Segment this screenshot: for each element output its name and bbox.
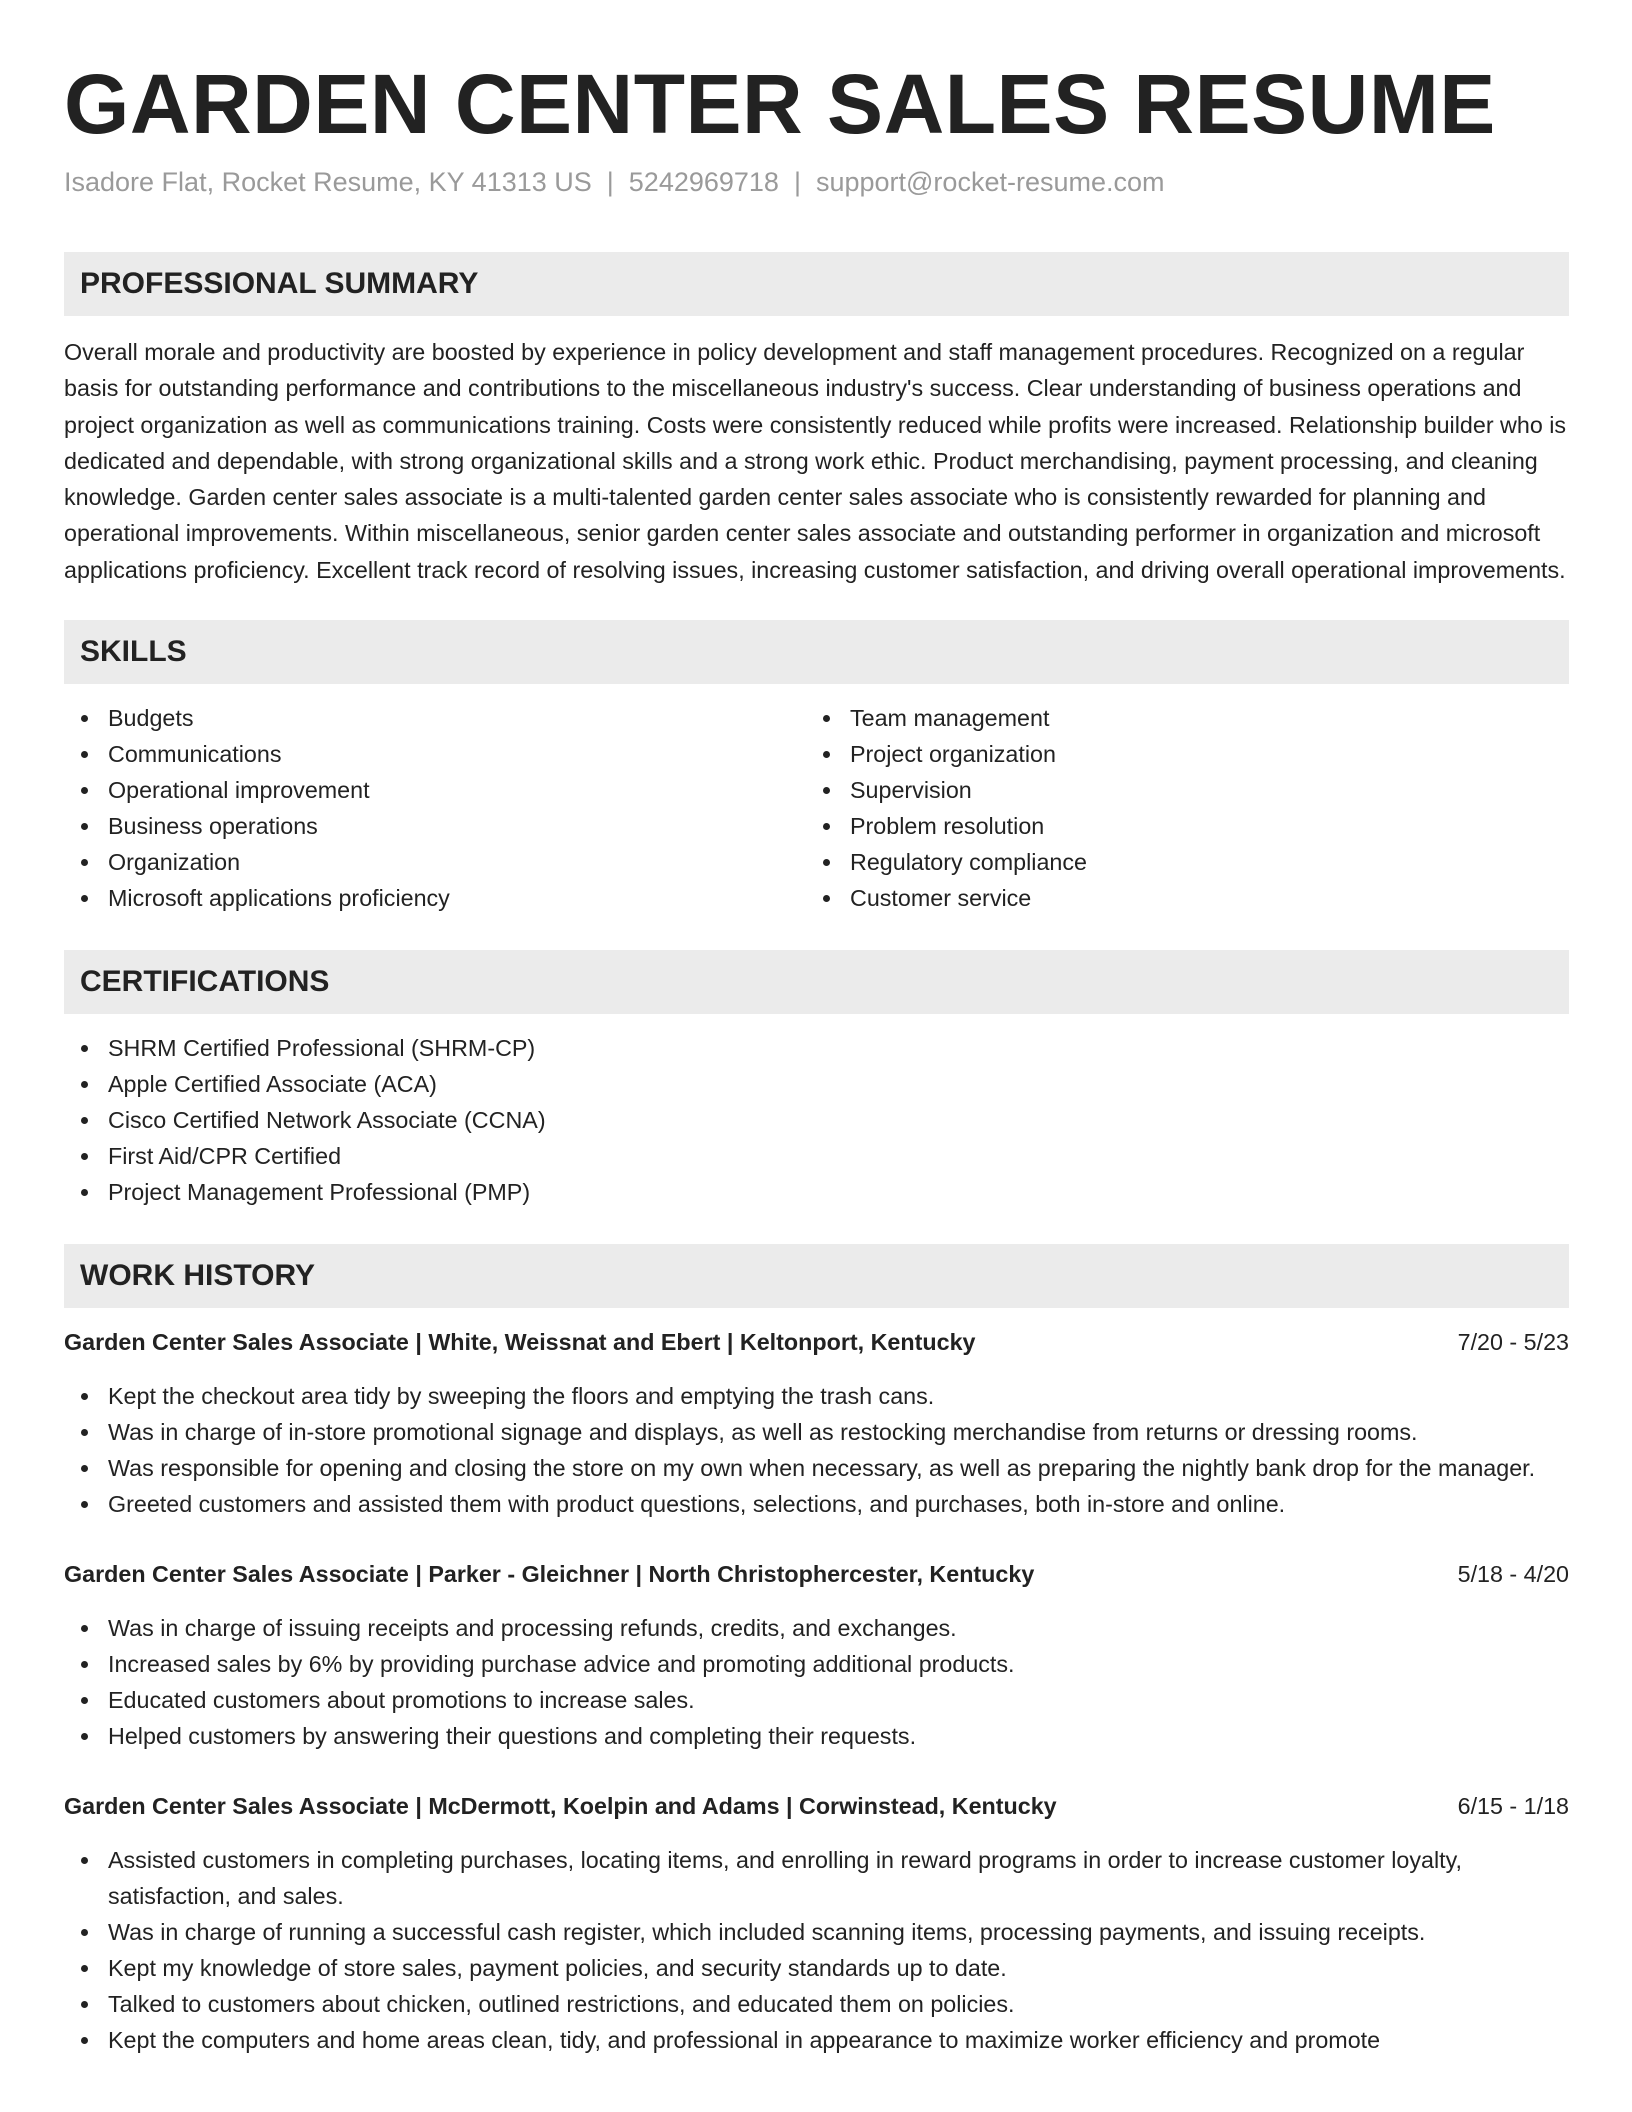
- job-bullet: Was in charge of issuing receipts and processing refunds, credits, and exchanges.: [64, 1610, 1569, 1646]
- certification-item: Project Management Professional (PMP): [64, 1174, 1569, 1210]
- job-bullet: Educated customers about promotions to increase sales.: [64, 1682, 1569, 1718]
- certification-item: Apple Certified Associate (ACA): [64, 1066, 1569, 1102]
- job-bullet: Talked to customers about chicken, outlined restrictions, and educated them on policies.: [64, 1986, 1569, 2022]
- job-bullet: Helped customers by answering their questions and completing their requests.: [64, 1718, 1569, 1754]
- job-dates: 6/15 - 1/18: [1457, 1793, 1569, 1820]
- skills-list-right: [806, 700, 1087, 916]
- job-heading-row: [64, 1556, 1569, 1592]
- skill-item: Project organization: [806, 736, 1087, 772]
- job-entry: [64, 1788, 1569, 2058]
- job-dates: 7/20 - 5/23: [1457, 1329, 1569, 1356]
- skill-item: Customer service: [806, 880, 1087, 916]
- contact-address: Isadore Flat, Rocket Resume, KY 41313 US: [64, 167, 592, 197]
- job-bullet: Kept the computers and home areas clean, tidy, and professional in appearance to maximize worker efficiency and promote: [64, 2022, 1569, 2058]
- job-dates: 5/18 - 4/20: [1457, 1561, 1569, 1588]
- skills-grid: [64, 700, 1569, 916]
- job-heading: Garden Center Sales Associate | McDermott, Koelpin and Adams | Corwinstead, Kentucky: [64, 1793, 1057, 1820]
- summary-section-header: PROFESSIONAL SUMMARY: [64, 252, 1569, 316]
- job-bullet: Was in charge of running a successful cash register, which included scanning items, processing payments, and issuing receipts.: [64, 1914, 1569, 1950]
- contact-separator: |: [606, 167, 614, 197]
- job-bullet: Kept my knowledge of store sales, payment policies, and security standards up to date.: [64, 1950, 1569, 1986]
- skill-item: Regulatory compliance: [806, 844, 1087, 880]
- skills-list-left: [64, 700, 806, 916]
- skill-item: Business operations: [64, 808, 806, 844]
- summary-text: Overall morale and productivity are boosted by experience in policy development and staff management procedures. Recognized on a regular basis for outstanding performance and contributions to the miscellaneous industry's success. Clear understanding of business operations and project organization as well as communications training. Costs were consistently reduced while profits were increased. Relationship builder who is dedicated and dependable, with strong organizational skills and a strong work ethic. Product merchandising, payment processing, and cleaning knowledge. Garden center sales associate is a multi-talented garden center sales associate who is consistently rewarded for planning and operational improvements. Within miscellaneous, senior garden center sales associate and outstanding performer in organization and microsoft applications proficiency. Excellent track record of resolving issues, increasing customer satisfaction, and driving overall operational improvements.: [64, 339, 1567, 583]
- work-history-section-header: WORK HISTORY: [64, 1244, 1569, 1308]
- job-bullet: Was in charge of in-store promotional signage and displays, as well as restocking merchandise from returns or dressing rooms.: [64, 1414, 1569, 1450]
- skill-item: Budgets: [64, 700, 806, 736]
- certification-item: Cisco Certified Network Associate (CCNA): [64, 1102, 1569, 1138]
- certifications-list: [64, 1030, 1569, 1210]
- job-bullet: Assisted customers in completing purchases, locating items, and enrolling in reward programs in order to increase customer loyalty, satisfaction, and sales.: [64, 1842, 1569, 1914]
- job-bullets: [64, 1610, 1569, 1754]
- skill-item: Problem resolution: [806, 808, 1087, 844]
- certification-item: First Aid/CPR Certified: [64, 1138, 1569, 1174]
- job-entry: [64, 1556, 1569, 1754]
- skill-item: Organization: [64, 844, 806, 880]
- job-heading-row: [64, 1324, 1569, 1360]
- job-entry: [64, 1324, 1569, 1522]
- certification-item: SHRM Certified Professional (SHRM-CP): [64, 1030, 1569, 1066]
- skill-item: Supervision: [806, 772, 1087, 808]
- job-heading: Garden Center Sales Associate | Parker - Gleichner | North Christophercester, Kentucky: [64, 1561, 1035, 1588]
- job-heading-row: [64, 1788, 1569, 1824]
- contact-line: [64, 164, 1569, 200]
- job-bullet: Kept the checkout area tidy by sweeping the floors and emptying the trash cans.: [64, 1378, 1569, 1414]
- certifications-section-header: CERTIFICATIONS: [64, 950, 1569, 1014]
- contact-separator: |: [793, 167, 801, 197]
- skill-item: Team management: [806, 700, 1087, 736]
- job-bullet: Was responsible for opening and closing the store on my own when necessary, as well as preparing the nightly bank drop for the manager.: [64, 1450, 1569, 1486]
- skills-section-header: SKILLS: [64, 620, 1569, 684]
- resume-title: GARDEN CENTER SALES RESUME: [64, 57, 1496, 151]
- skill-item: Communications: [64, 736, 806, 772]
- job-bullets: [64, 1842, 1569, 2058]
- job-bullet: Increased sales by 6% by providing purchase advice and promoting additional products.: [64, 1646, 1569, 1682]
- job-bullet: Greeted customers and assisted them with product questions, selections, and purchases, both in-store and online.: [64, 1486, 1569, 1522]
- skill-item: Operational improvement: [64, 772, 806, 808]
- skill-item: Microsoft applications proficiency: [64, 880, 806, 916]
- job-bullets: [64, 1378, 1569, 1522]
- job-heading: Garden Center Sales Associate | White, Weissnat and Ebert | Keltonport, Kentucky: [64, 1329, 976, 1356]
- contact-phone: 5242969718: [628, 167, 779, 197]
- contact-email: support@rocket-resume.com: [815, 167, 1165, 197]
